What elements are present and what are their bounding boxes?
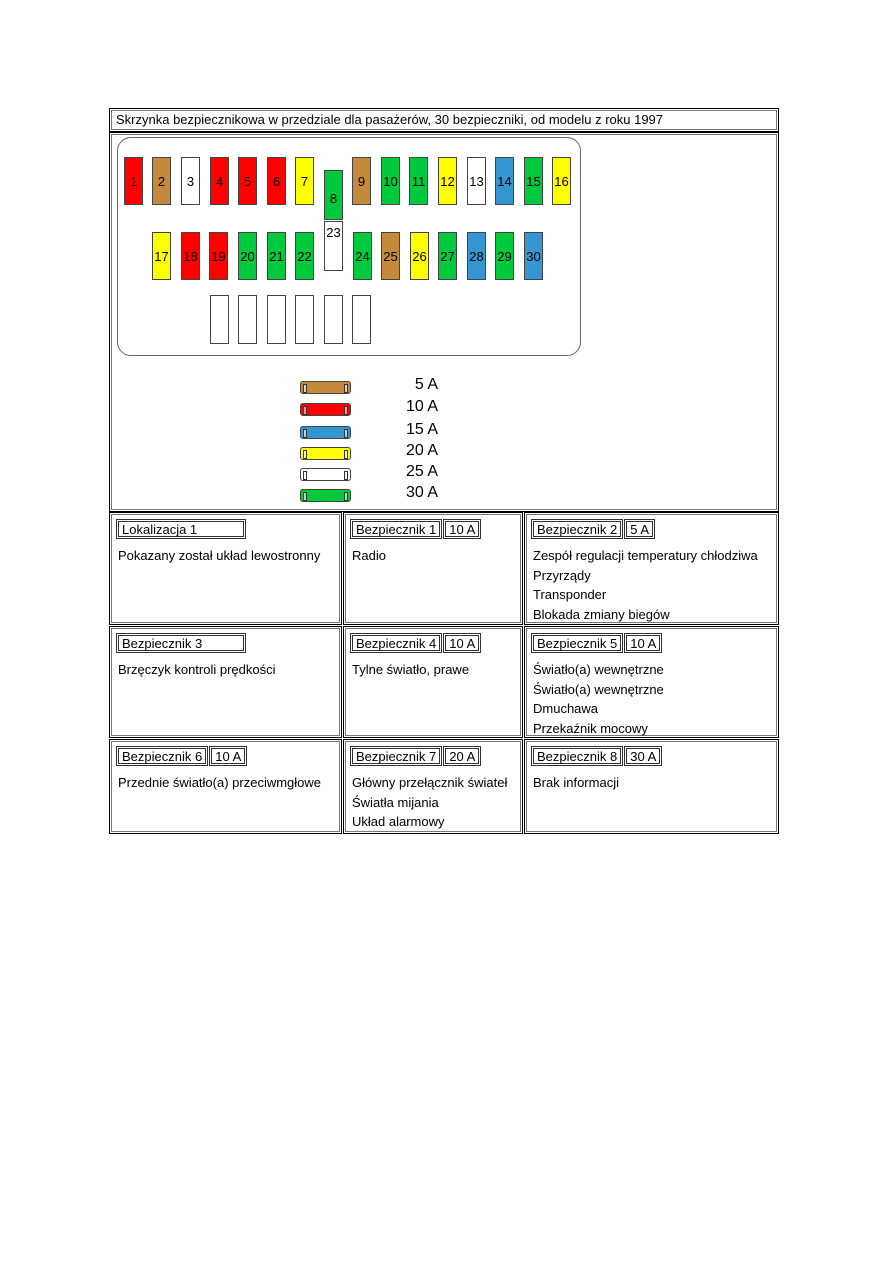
fuse-9: 9 (352, 157, 371, 205)
fuse-cell (524, 739, 779, 834)
fuse-cell (524, 626, 779, 738)
cell-header (531, 633, 663, 653)
cell-lines (118, 546, 320, 566)
fuse-15: 15 (524, 157, 543, 205)
cell-line: Przednie światło(a) przeciwmgłowe (118, 775, 322, 790)
legend-fuse-swatch (300, 381, 351, 394)
cell-lines (533, 773, 619, 793)
fuse-23: 23 (324, 221, 343, 271)
cell-amperage: 10 A (209, 746, 247, 766)
legend-label: 20 A (405, 442, 438, 459)
cell-amperage: 5 A (624, 519, 655, 539)
cell-line: Zespół regulacji temperatury chłodziwa (533, 548, 758, 563)
cell-line: Pokazany został układ lewostronny (118, 548, 321, 563)
fuse-25: 25 (381, 232, 400, 280)
cell-title: Bezpiecznik 4 (350, 633, 442, 653)
fuse-cell (109, 739, 342, 834)
cell-lines (533, 660, 664, 738)
cell-line: Dmuchawa (533, 701, 599, 716)
cell-lines (352, 773, 507, 832)
cell-line: Przyrządy (533, 567, 591, 583)
cell-lines (352, 660, 469, 680)
cell-amperage: 10 A (443, 633, 481, 653)
cell-amperage: 30 A (624, 746, 662, 766)
title-box (109, 108, 779, 132)
legend-label: 5 A (414, 376, 438, 393)
cell-line: Światło(a) wewnętrzne (533, 681, 664, 697)
cell-amperage: 20 A (443, 746, 481, 766)
empty-slot (352, 295, 371, 344)
fuse-5: 5 (238, 157, 257, 205)
empty-slot (210, 295, 229, 344)
empty-slot (295, 295, 314, 344)
legend-fuse-swatch (300, 489, 351, 502)
cell-title: Bezpiecznik 3 (116, 633, 246, 653)
fuse-28: 28 (467, 232, 486, 280)
cell-header (116, 519, 247, 539)
fuse-cell (109, 626, 342, 738)
fuse-cell (343, 512, 523, 625)
diagram-area (111, 134, 777, 510)
cell-lines (118, 773, 321, 793)
fuse-29: 29 (495, 232, 514, 280)
diagram-box (109, 132, 779, 512)
fuse-19: 19 (209, 232, 228, 280)
cell-header (350, 633, 482, 653)
fuse-17: 17 (152, 232, 171, 280)
fuse-cell (109, 512, 342, 625)
fuse-6: 6 (267, 157, 286, 205)
cell-title: Bezpiecznik 2 (531, 519, 623, 539)
page-title: Skrzynka bezpiecznikowa w przedziale dla pasażerów, 30 bezpieczniki, od modelu z roku 1997 (111, 110, 777, 130)
cell-lines (533, 546, 758, 624)
legend-fuse-swatch (300, 403, 351, 416)
cell-line: Układ alarmowy (352, 814, 445, 829)
legend-label: 30 A (405, 484, 438, 501)
fuse-14: 14 (495, 157, 514, 205)
cell-line: Światło(a) wewnętrzne (533, 662, 664, 677)
cell-header (116, 746, 248, 766)
fuse-24: 24 (353, 232, 372, 280)
cell-line: Przekaźnik mocowy (533, 720, 648, 736)
fuse-2: 2 (152, 157, 171, 205)
cell-line: Brak informacji (533, 775, 619, 790)
fuse-8: 8 (324, 170, 343, 220)
cell-title: Bezpiecznik 6 (116, 746, 208, 766)
cell-line: Transponder (533, 587, 607, 602)
cell-title: Bezpiecznik 8 (531, 746, 623, 766)
fuse-18: 18 (181, 232, 200, 280)
cell-lines (352, 546, 386, 566)
cell-line: Tylne światło, prawe (352, 662, 470, 677)
fuse-4: 4 (210, 157, 229, 205)
empty-slot (238, 295, 257, 344)
legend-label: 10 A (405, 398, 438, 415)
empty-slot (267, 295, 286, 344)
empty-slot (324, 295, 343, 344)
cell-line: Blokada zmiany biegów (533, 606, 670, 622)
legend-fuse-swatch (300, 468, 351, 481)
cell-header (350, 746, 482, 766)
cell-line: Główny przełącznik świateł (352, 775, 508, 790)
fuse-cell (343, 626, 523, 738)
fuse-22: 22 (295, 232, 314, 280)
fuse-11: 11 (409, 157, 428, 205)
fuse-10: 10 (381, 157, 400, 205)
fuse-20: 20 (238, 232, 257, 280)
fuse-30: 30 (524, 232, 543, 280)
fuse-13: 13 (467, 157, 486, 205)
fuse-cell (343, 739, 523, 834)
cell-header (350, 519, 482, 539)
cell-title: Bezpiecznik 5 (531, 633, 623, 653)
cell-line: Brzęczyk kontroli prędkości (118, 662, 276, 677)
fuse-3: 3 (181, 157, 200, 205)
legend-fuse-swatch (300, 426, 351, 439)
fuse-document (109, 108, 779, 834)
cell-amperage: 10 A (624, 633, 662, 653)
fuse-21: 21 (267, 232, 286, 280)
cell-header (531, 519, 656, 539)
fuse-7: 7 (295, 157, 314, 205)
cell-title: Lokalizacja 1 (116, 519, 246, 539)
cell-lines (118, 660, 276, 680)
cell-title: Bezpiecznik 1 (350, 519, 442, 539)
fuse-16: 16 (552, 157, 571, 205)
cell-line: Radio (352, 548, 386, 563)
cell-amperage: 10 A (443, 519, 481, 539)
fuse-26: 26 (410, 232, 429, 280)
legend-label: 15 A (405, 421, 438, 438)
fuse-1: 1 (124, 157, 143, 205)
fuse-12: 12 (438, 157, 457, 205)
fuse-cell (524, 512, 779, 625)
cell-title: Bezpiecznik 7 (350, 746, 442, 766)
legend-label: 25 A (405, 463, 438, 480)
cell-header (531, 746, 663, 766)
cell-header (116, 633, 247, 653)
fuse-27: 27 (438, 232, 457, 280)
legend-fuse-swatch (300, 447, 351, 460)
cell-line: Światła mijania (352, 794, 439, 810)
